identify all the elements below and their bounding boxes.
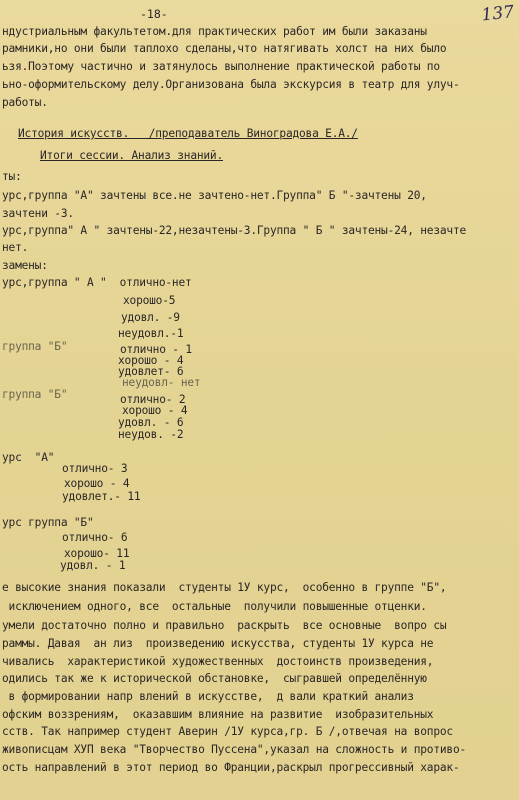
text-line: е высокие знания показали студенты 1У курс, особенно в группе "Б", [2,581,447,594]
text-line: офским воззрениям, оказавшим влияние на развитие изобразительных [2,708,434,721]
subheading: Итоги сессии. Анализ знаний. [40,149,223,162]
text-line: урс,группа "А" зачтены все.не зачтено-нет.Группа" Б "-зачтены 20, [2,189,427,202]
grade-line: отлично - 1 [120,343,192,356]
text-line: зачтени -3. [2,207,74,220]
text-line: сств. Так например студент Аверин /1У курса,гр. Б /,отвечая на вопрос [2,725,453,738]
grade-line: хорошо- 11 [64,547,130,560]
grade-line: неудов. -2 [118,428,184,441]
text-line: в формировании напр влений в искусстве, д вали краткий анализ [2,690,414,703]
text-line: нет. [2,241,29,254]
text-line: ьзя.Поэтому частично и затянулось выполнение практической работы по [2,60,440,73]
text-line: замены: [2,259,48,272]
course-label: урс группа "Б" [2,516,94,529]
group-label: группа "Б" [2,388,68,401]
text-line: работы. [2,96,48,109]
grade-line: неудовл.-1 [118,327,184,340]
text-line: одились так же к исторической обстановке, сыгравшей определённую [2,672,427,685]
text-line: ты: [2,170,22,183]
grade-line: отлично- 3 [62,462,128,475]
text-line: урс,группа " А " отлично-нет [2,276,192,289]
grade-line: неудовл- нет [122,376,201,389]
text-line: раммы. Давая ан лиз произведению искусства, студенты 1У курса не [2,637,434,650]
text-line: чивались характеристикой художественных достоинств произведения, [2,655,434,668]
text-line: умели достаточно полно и правильно раскрыть все основные вопро сы [2,619,447,632]
grade-line: хорошо - 4 [64,477,130,490]
grade-line: хорошо - 4 [122,404,188,417]
text-line: исключением одного, все остальные получили повышенные отценки. [2,600,427,613]
section-heading: История искусств. /преподаватель Виноградова Е.А./ [18,127,358,140]
page-number: -18- [140,7,168,21]
text-line: живописцам ХУП века "Творчество Пуссена",указал на сложность и противо- [2,743,467,756]
grade-line: удовл. - 6 [118,416,184,429]
grade-line: удовлет- 6 [118,365,184,378]
text-line: ндустриальным факультетом.для практических работ им были заказаны [2,25,427,38]
grade-line: хорошо-5 [123,294,176,307]
text-line: ьно-оформительскому делу.Организована была экскурсия в театр для улуч- [2,78,460,91]
grade-line: удовлет.- 11 [62,490,141,503]
grade-line: удовл. - 1 [60,559,126,572]
grade-line: отлично- 2 [120,393,186,406]
group-label: группа "Б" [2,340,68,353]
grade-line: удовл. -9 [121,311,180,324]
grade-line: хорошо - 4 [118,354,184,367]
text-line: ость направлений в этот период во Франции,раскрыл прогрессивный харак- [2,761,460,774]
course-label: урс "А" [2,451,55,464]
text-line: рамники,но они были таплохо сделаны,что натягивать холст на них было [2,42,447,55]
archive-number-stamp: 137 [480,2,515,26]
text-line: урс,группа" А " зачтены-22,незачтены-3.Группа " Б " зачтены-24, незачте [2,224,467,237]
grade-line: отлично- 6 [62,531,128,544]
